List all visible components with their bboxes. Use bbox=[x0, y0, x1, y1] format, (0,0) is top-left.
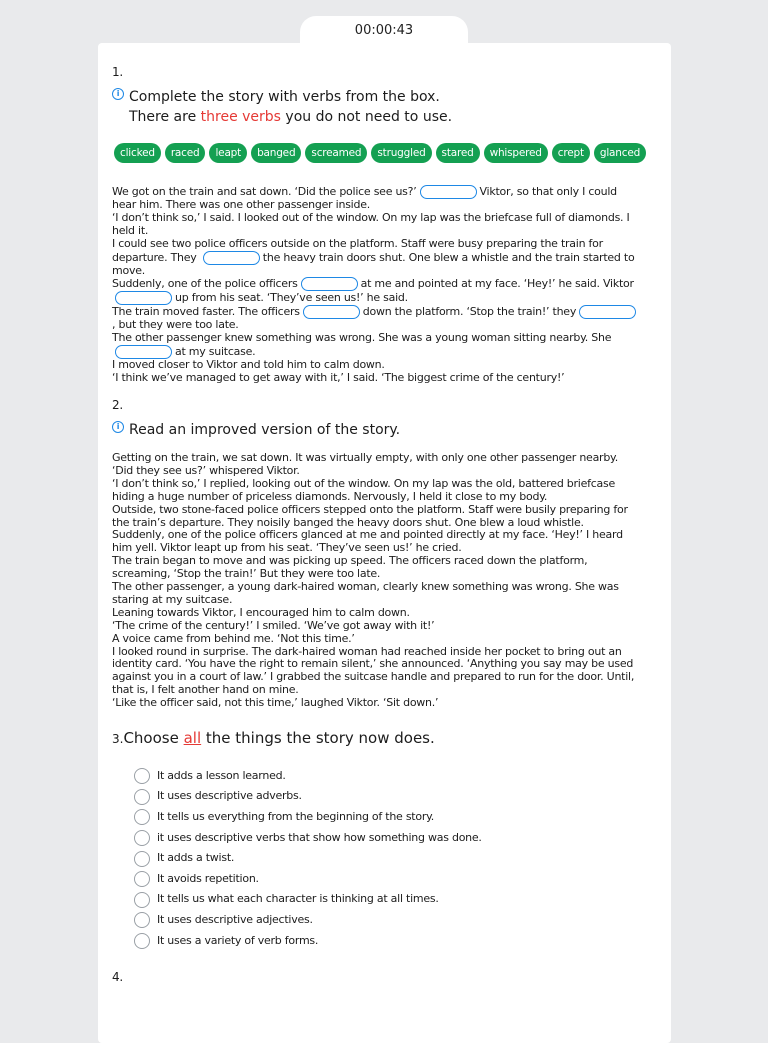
question-2 bbox=[112, 399, 642, 710]
radio-button[interactable] bbox=[134, 809, 150, 825]
story-paragraph: A voice came from behind me. ‘Not this time.’ bbox=[112, 631, 355, 645]
radio-button[interactable] bbox=[134, 830, 150, 846]
question-3-title: 3.Choose all the things the story now does. bbox=[112, 729, 435, 748]
story-paragraph: The train began to move and was picking up speed. The officers raced down the platform, screaming, ‘Stop the train!’ But they were too late. bbox=[112, 554, 588, 581]
question-1-instruction bbox=[112, 87, 642, 127]
info-icon[interactable]: i bbox=[112, 421, 124, 433]
verb-chip-raced[interactable]: raced bbox=[165, 143, 206, 163]
option-item[interactable]: It tells us what each character is thinking at all times. bbox=[134, 890, 642, 911]
story-paragraph: Leaning towards Viktor, I encouraged him to calm down. bbox=[112, 605, 410, 619]
verb-chip-banged[interactable]: banged bbox=[251, 143, 301, 163]
verb-chip-struggled[interactable]: struggled bbox=[371, 143, 431, 163]
verb-chip-crept[interactable]: crept bbox=[552, 143, 590, 163]
story-paragraph: Suddenly, one of the police officers glanced at me and pointed directly at my face. ‘Hey!’ I heard him yell. Viktor leapt up from his seat. ‘They’ve seen us!’ he cried. bbox=[112, 528, 623, 555]
radio-button[interactable] bbox=[134, 768, 150, 784]
question-1-number: 1. bbox=[112, 65, 123, 79]
question-4-number: 4. bbox=[112, 970, 123, 985]
story-paragraph: Outside, two stone-faced police officers stepped onto the platform. Staff were busily preparing for the train’s departure. They noisily banged the heavy doors shut. One blew a loud whistle. bbox=[112, 502, 628, 529]
instruction-line-2: There are three verbs you do not need to use. bbox=[129, 108, 453, 125]
option-item[interactable]: It uses descriptive adverbs. bbox=[134, 787, 642, 808]
info-icon[interactable]: i bbox=[112, 88, 124, 100]
three-verbs-highlight: three verbs bbox=[200, 108, 281, 125]
answer-blank-4[interactable] bbox=[115, 291, 172, 305]
worksheet-content bbox=[112, 66, 642, 984]
verb-chip-screamed[interactable]: screamed bbox=[305, 143, 367, 163]
instruction-line-1: Complete the story with verbs from the box. bbox=[129, 88, 440, 105]
option-item[interactable]: It uses a variety of verb forms. bbox=[134, 931, 642, 952]
option-item[interactable]: It adds a twist. bbox=[134, 848, 642, 869]
story-paragraph: ‘I don’t think so,’ I replied, looking out of the window. On my lap was the old, battered briefcase hiding a huge number of priceless diamonds. Nervously, I held it close to my body. bbox=[112, 476, 616, 503]
radio-button[interactable] bbox=[134, 789, 150, 805]
verb-chip-clicked[interactable]: clicked bbox=[114, 143, 161, 163]
answer-blank-6[interactable] bbox=[579, 305, 636, 319]
radio-button[interactable] bbox=[134, 912, 150, 928]
gap-fill-story: We got on the train and sat down. ‘Did the police see us?’ Viktor, so that only I could hear him. There was one other passenger inside. ‘I don’t think so,’ I said. I looked out of the window. On my lap was the briefcase full of diamonds. I held it. I could see two police officers outside on the platform. Staff were busy preparing the train for departure. They the heavy train doors shut. One blew a whistle and the train started to move. Suddenly, one of the police officers at me and pointed at my face. ‘Hey!’ he said. Viktor up from his seat. ‘They’ve seen us!’ he said. The train moved faster. The officers down the platform. ‘Stop the train!’ they, but they were too late. The other passenger knew something was wrong. She was a young woman sitting nearby. She at my suitcase. I moved closer to Viktor and told him to calm down. ‘I think we’ve managed to get away with it,’ I said. ‘The biggest crime of the century!’ bbox=[112, 184, 635, 385]
verb-chip-leapt[interactable]: leapt bbox=[209, 143, 247, 163]
radio-button[interactable] bbox=[134, 871, 150, 887]
radio-button[interactable] bbox=[134, 851, 150, 867]
option-item[interactable]: It avoids repetition. bbox=[134, 869, 642, 890]
option-item[interactable]: It tells us everything from the beginning of the story. bbox=[134, 807, 642, 828]
verb-box bbox=[114, 143, 642, 163]
question-2-instruction: i Read an improved version of the story. bbox=[112, 420, 642, 440]
all-highlight: all bbox=[183, 729, 202, 748]
verb-chip-whispered[interactable]: whispered bbox=[484, 143, 548, 163]
radio-button[interactable] bbox=[134, 933, 150, 949]
answer-blank-1[interactable] bbox=[420, 185, 477, 199]
question-2-number: 2. bbox=[112, 398, 123, 413]
answer-blank-3[interactable] bbox=[301, 277, 358, 291]
verb-chip-glanced[interactable]: glanced bbox=[594, 143, 646, 163]
answer-blank-2[interactable] bbox=[203, 251, 260, 265]
question-3-options bbox=[134, 766, 642, 951]
story-paragraph: ‘The crime of the century!’ I smiled. ‘We’ve got away with it!’ bbox=[112, 618, 435, 632]
story-paragraph: ‘Did they see us?’ whispered Viktor. bbox=[112, 463, 300, 477]
option-item[interactable]: It uses descriptive adjectives. bbox=[134, 910, 642, 931]
radio-button[interactable] bbox=[134, 892, 150, 908]
timer: 00:00:43 bbox=[354, 23, 414, 38]
story-paragraph: Getting on the train, we sat down. It was virtually empty, with only one other passenger nearby. bbox=[112, 450, 618, 464]
story-paragraph: I looked round in surprise. The dark-haired woman had reached inside her pocket to bring out an identity card. ‘You have the right to remain silent,’ she announced. ‘Anything you say may be used against you in a court of law.’ I grabbed the suitcase handle and prepared to run for the door. Until, that is, I felt another hand on mine. bbox=[112, 644, 635, 697]
option-item[interactable]: it uses descriptive verbs that show how something was done. bbox=[134, 828, 642, 849]
answer-blank-5[interactable] bbox=[303, 305, 360, 319]
improved-story bbox=[112, 452, 642, 710]
story-paragraph: ‘Like the officer said, not this time,’ laughed Viktor. ‘Sit down.’ bbox=[112, 696, 439, 710]
story-paragraph: The other passenger, a young dark-haired woman, clearly knew something was wrong. She was staring at my suitcase. bbox=[112, 580, 619, 606]
option-item[interactable]: It adds a lesson learned. bbox=[134, 766, 642, 787]
answer-blank-7[interactable] bbox=[115, 345, 172, 359]
verb-chip-stared[interactable]: stared bbox=[436, 143, 480, 163]
